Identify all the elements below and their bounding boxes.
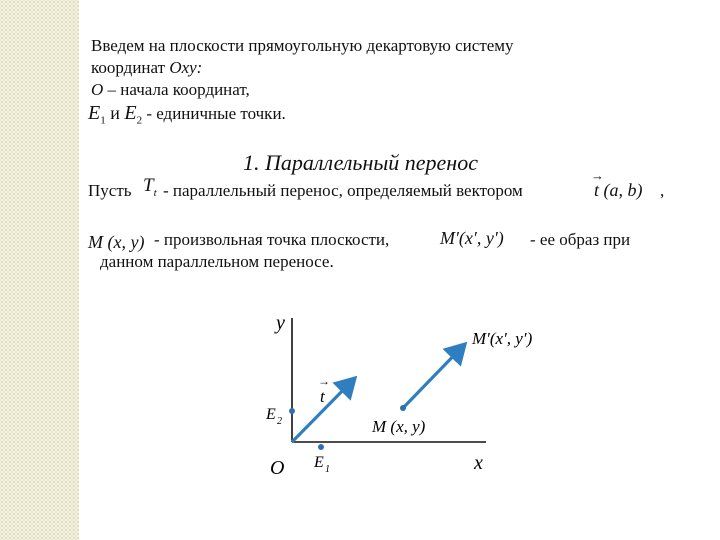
last-line: данном параллельном переносе. (100, 252, 334, 271)
figure-vector-arrow: → (318, 374, 330, 388)
comma: , (660, 181, 665, 200)
e1-point (318, 444, 324, 450)
figure-vector-t: t (320, 387, 325, 406)
intro-line-3: O – начала координат, (91, 80, 250, 99)
figure-point-m-prime: M′(x′, y′) (472, 329, 533, 348)
e2-sub: 2 (277, 416, 282, 427)
point-m-prime-label: M′(x′, y′) (440, 228, 504, 248)
x-axis-label: x (474, 452, 483, 474)
translation-arrow (403, 344, 465, 408)
e1-label: E (314, 454, 324, 471)
let-word: Пусть (88, 181, 132, 200)
e2-label: E (266, 406, 276, 423)
transfer-symbol: $T_t$ (143, 175, 157, 199)
e1-sub: 1 (325, 464, 330, 475)
figure-point-m: M (x, y) (372, 417, 426, 436)
vector-arrow: → (591, 168, 604, 183)
e2-point (289, 408, 295, 414)
intro-line-1: Введем на плоскости прямоугольную декартовую систему (91, 36, 514, 55)
vector-t-coords: t (a, b) (594, 180, 643, 200)
section-title: 1. Параллельный перенос (243, 150, 478, 175)
origin-label: O (270, 457, 285, 479)
oxy-label: Oxy: (169, 58, 203, 77)
intro-line-4: $E_1$ и $E_2$ - единичные точки. (88, 102, 286, 127)
point-m-label: M (x, y) (88, 232, 145, 252)
y-axis-label: y (276, 312, 285, 334)
transfer-text: - параллельный перенос, определяемый вектором (163, 181, 523, 200)
image-text: - ее образ при (530, 230, 631, 249)
intro-line-2: координат Oxy: (91, 58, 203, 77)
m-point (400, 405, 406, 411)
point-text: - произвольная точка плоскости, (154, 230, 390, 249)
